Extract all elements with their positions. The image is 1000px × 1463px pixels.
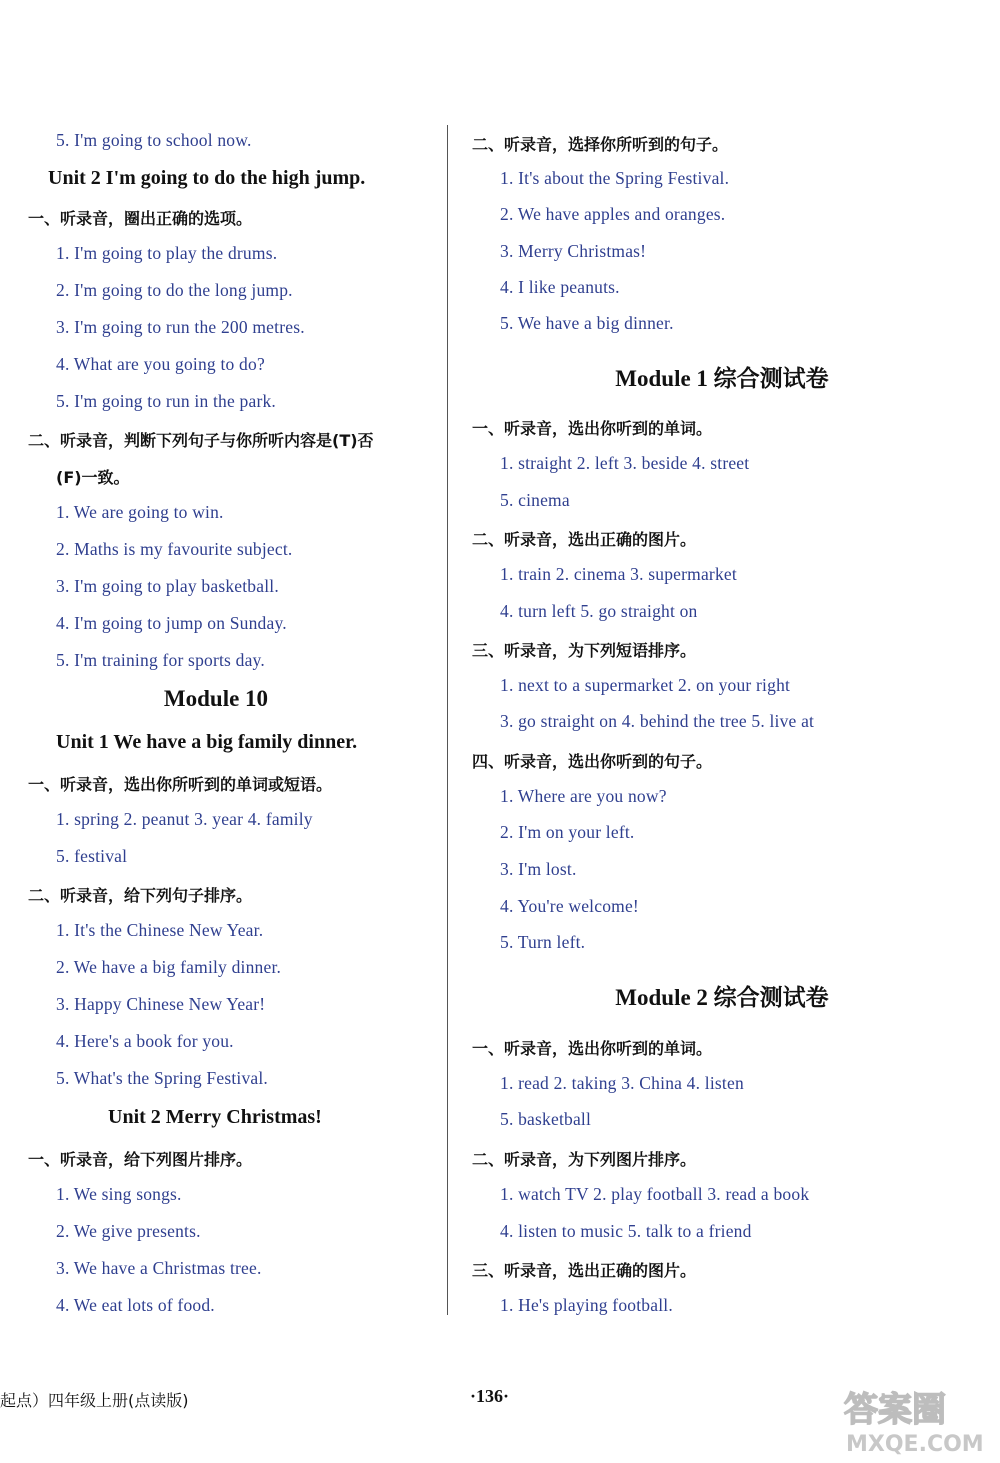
answer-line: 5. festival bbox=[56, 846, 128, 866]
answer-line: 1. I'm going to play the drums. bbox=[56, 243, 278, 263]
answer-line: 3. Happy Chinese New Year! bbox=[56, 994, 266, 1014]
column-divider bbox=[447, 125, 448, 1315]
question-heading: 一、听录音，选出你听到的单词。 bbox=[472, 419, 713, 438]
book-title-footer: 起点）四年级上册(点读版) bbox=[0, 1391, 189, 1410]
answer-line: 4. What are you going to do? bbox=[56, 354, 265, 374]
question-heading: 四、听录音，选出你听到的句子。 bbox=[472, 752, 713, 771]
question-heading: 三、听录音，选出正确的图片。 bbox=[472, 1261, 697, 1280]
question-heading: 三、听录音，为下列短语排序。 bbox=[472, 641, 697, 660]
answer-line: 3. I'm lost. bbox=[500, 859, 577, 879]
question-heading: 一、听录音，选出你所听到的单词或短语。 bbox=[28, 775, 333, 794]
answer-line: 2. We have apples and oranges. bbox=[500, 204, 726, 224]
answer-line: 1. Where are you now? bbox=[500, 786, 667, 806]
answer-line: 1. train 2. cinema 3. supermarket bbox=[500, 564, 737, 584]
question-heading: 二、听录音，为下列图片排序。 bbox=[472, 1150, 697, 1169]
answer-line: 5. Turn left. bbox=[500, 932, 586, 952]
watermark-sub: MXQE.COM bbox=[846, 1432, 984, 1457]
answer-line: 2. We give presents. bbox=[56, 1221, 201, 1241]
answer-line: 1. read 2. taking 3. China 4. listen bbox=[500, 1073, 744, 1093]
answer-line: 5. basketball bbox=[500, 1109, 592, 1129]
question-heading: 一、听录音，选出你听到的单词。 bbox=[472, 1039, 713, 1058]
answer-line: 3. go straight on 4. behind the tree 5. live at bbox=[500, 711, 815, 731]
answer-line: 1. He's playing football. bbox=[500, 1295, 673, 1315]
answer-line: 5. cinema bbox=[500, 490, 570, 510]
answer-line: 3. Merry Christmas! bbox=[500, 241, 647, 261]
answer-line: 1. spring 2. peanut 3. year 4. family bbox=[56, 809, 313, 829]
answer-line: 2. Maths is my favourite subject. bbox=[56, 539, 293, 559]
answer-line: 1. next to a supermarket 2. on your right bbox=[500, 675, 791, 695]
answer-line: 3. I'm going to play basketball. bbox=[56, 576, 279, 596]
answer-line: 3. I'm going to run the 200 metres. bbox=[56, 317, 305, 337]
module-title: Module 10 bbox=[163, 686, 269, 711]
unit-title: Unit 1 We have a big family dinner. bbox=[56, 731, 358, 753]
watermark-logo bbox=[840, 1385, 990, 1457]
unit-title: Unit 2 Merry Christmas! bbox=[108, 1106, 322, 1128]
answer-line: 5. I'm going to school now. bbox=[56, 130, 252, 150]
answer-line: 1. watch TV 2. play football 3. read a book bbox=[500, 1184, 810, 1204]
watermark-main: 答案圈 bbox=[844, 1390, 946, 1430]
answer-line: 4. turn left 5. go straight on bbox=[500, 601, 698, 621]
answer-line: 4. listen to music 5. talk to a friend bbox=[500, 1221, 752, 1241]
unit-title: Unit 2 I'm going to do the high jump. bbox=[48, 167, 366, 189]
question-heading: 一、听录音，给下列图片排序。 bbox=[28, 1150, 253, 1169]
answer-line: 4. I like peanuts. bbox=[500, 277, 620, 297]
question-heading: 一、听录音，圈出正确的选项。 bbox=[28, 209, 253, 228]
module-title: Module 2 综合测试卷 bbox=[615, 985, 829, 1010]
answer-line: 4. We eat lots of food. bbox=[56, 1295, 215, 1315]
question-heading: 二、听录音，选出正确的图片。 bbox=[472, 530, 697, 549]
answer-line: 5. We have a big dinner. bbox=[500, 313, 674, 333]
answer-line: 2. We have a big family dinner. bbox=[56, 957, 282, 977]
answer-line: 1. It's about the Spring Festival. bbox=[500, 168, 730, 188]
answer-line: 2. I'm on your left. bbox=[500, 822, 635, 842]
answer-line: 3. We have a Christmas tree. bbox=[56, 1258, 262, 1278]
answer-line: 4. You're welcome! bbox=[500, 896, 639, 916]
answer-line: 2. I'm going to do the long jump. bbox=[56, 280, 293, 300]
answer-line: 4. Here's a book for you. bbox=[56, 1031, 234, 1051]
answer-line: 5. I'm training for sports day. bbox=[56, 650, 265, 670]
answer-line: 1. We sing songs. bbox=[56, 1184, 182, 1204]
answer-line: 1. We are going to win. bbox=[56, 502, 224, 522]
question-heading-cont: (F)一致。 bbox=[56, 468, 130, 487]
answer-line: 1. straight 2. left 3. beside 4. street bbox=[500, 453, 750, 473]
answer-line: 4. I'm going to jump on Sunday. bbox=[56, 613, 287, 633]
answer-line: 1. It's the Chinese New Year. bbox=[56, 920, 264, 940]
question-heading: 二、听录音，选择你所听到的句子。 bbox=[472, 135, 729, 154]
answer-line: 5. What's the Spring Festival. bbox=[56, 1068, 269, 1088]
page-number: ·136· bbox=[470, 1386, 510, 1406]
question-heading: 二、听录音，判断下列句子与你所听内容是(T)否 bbox=[28, 431, 374, 450]
module-title: Module 1 综合测试卷 bbox=[615, 366, 829, 391]
question-heading: 二、听录音，给下列句子排序。 bbox=[28, 886, 253, 905]
answer-line: 5. I'm going to run in the park. bbox=[56, 391, 277, 411]
